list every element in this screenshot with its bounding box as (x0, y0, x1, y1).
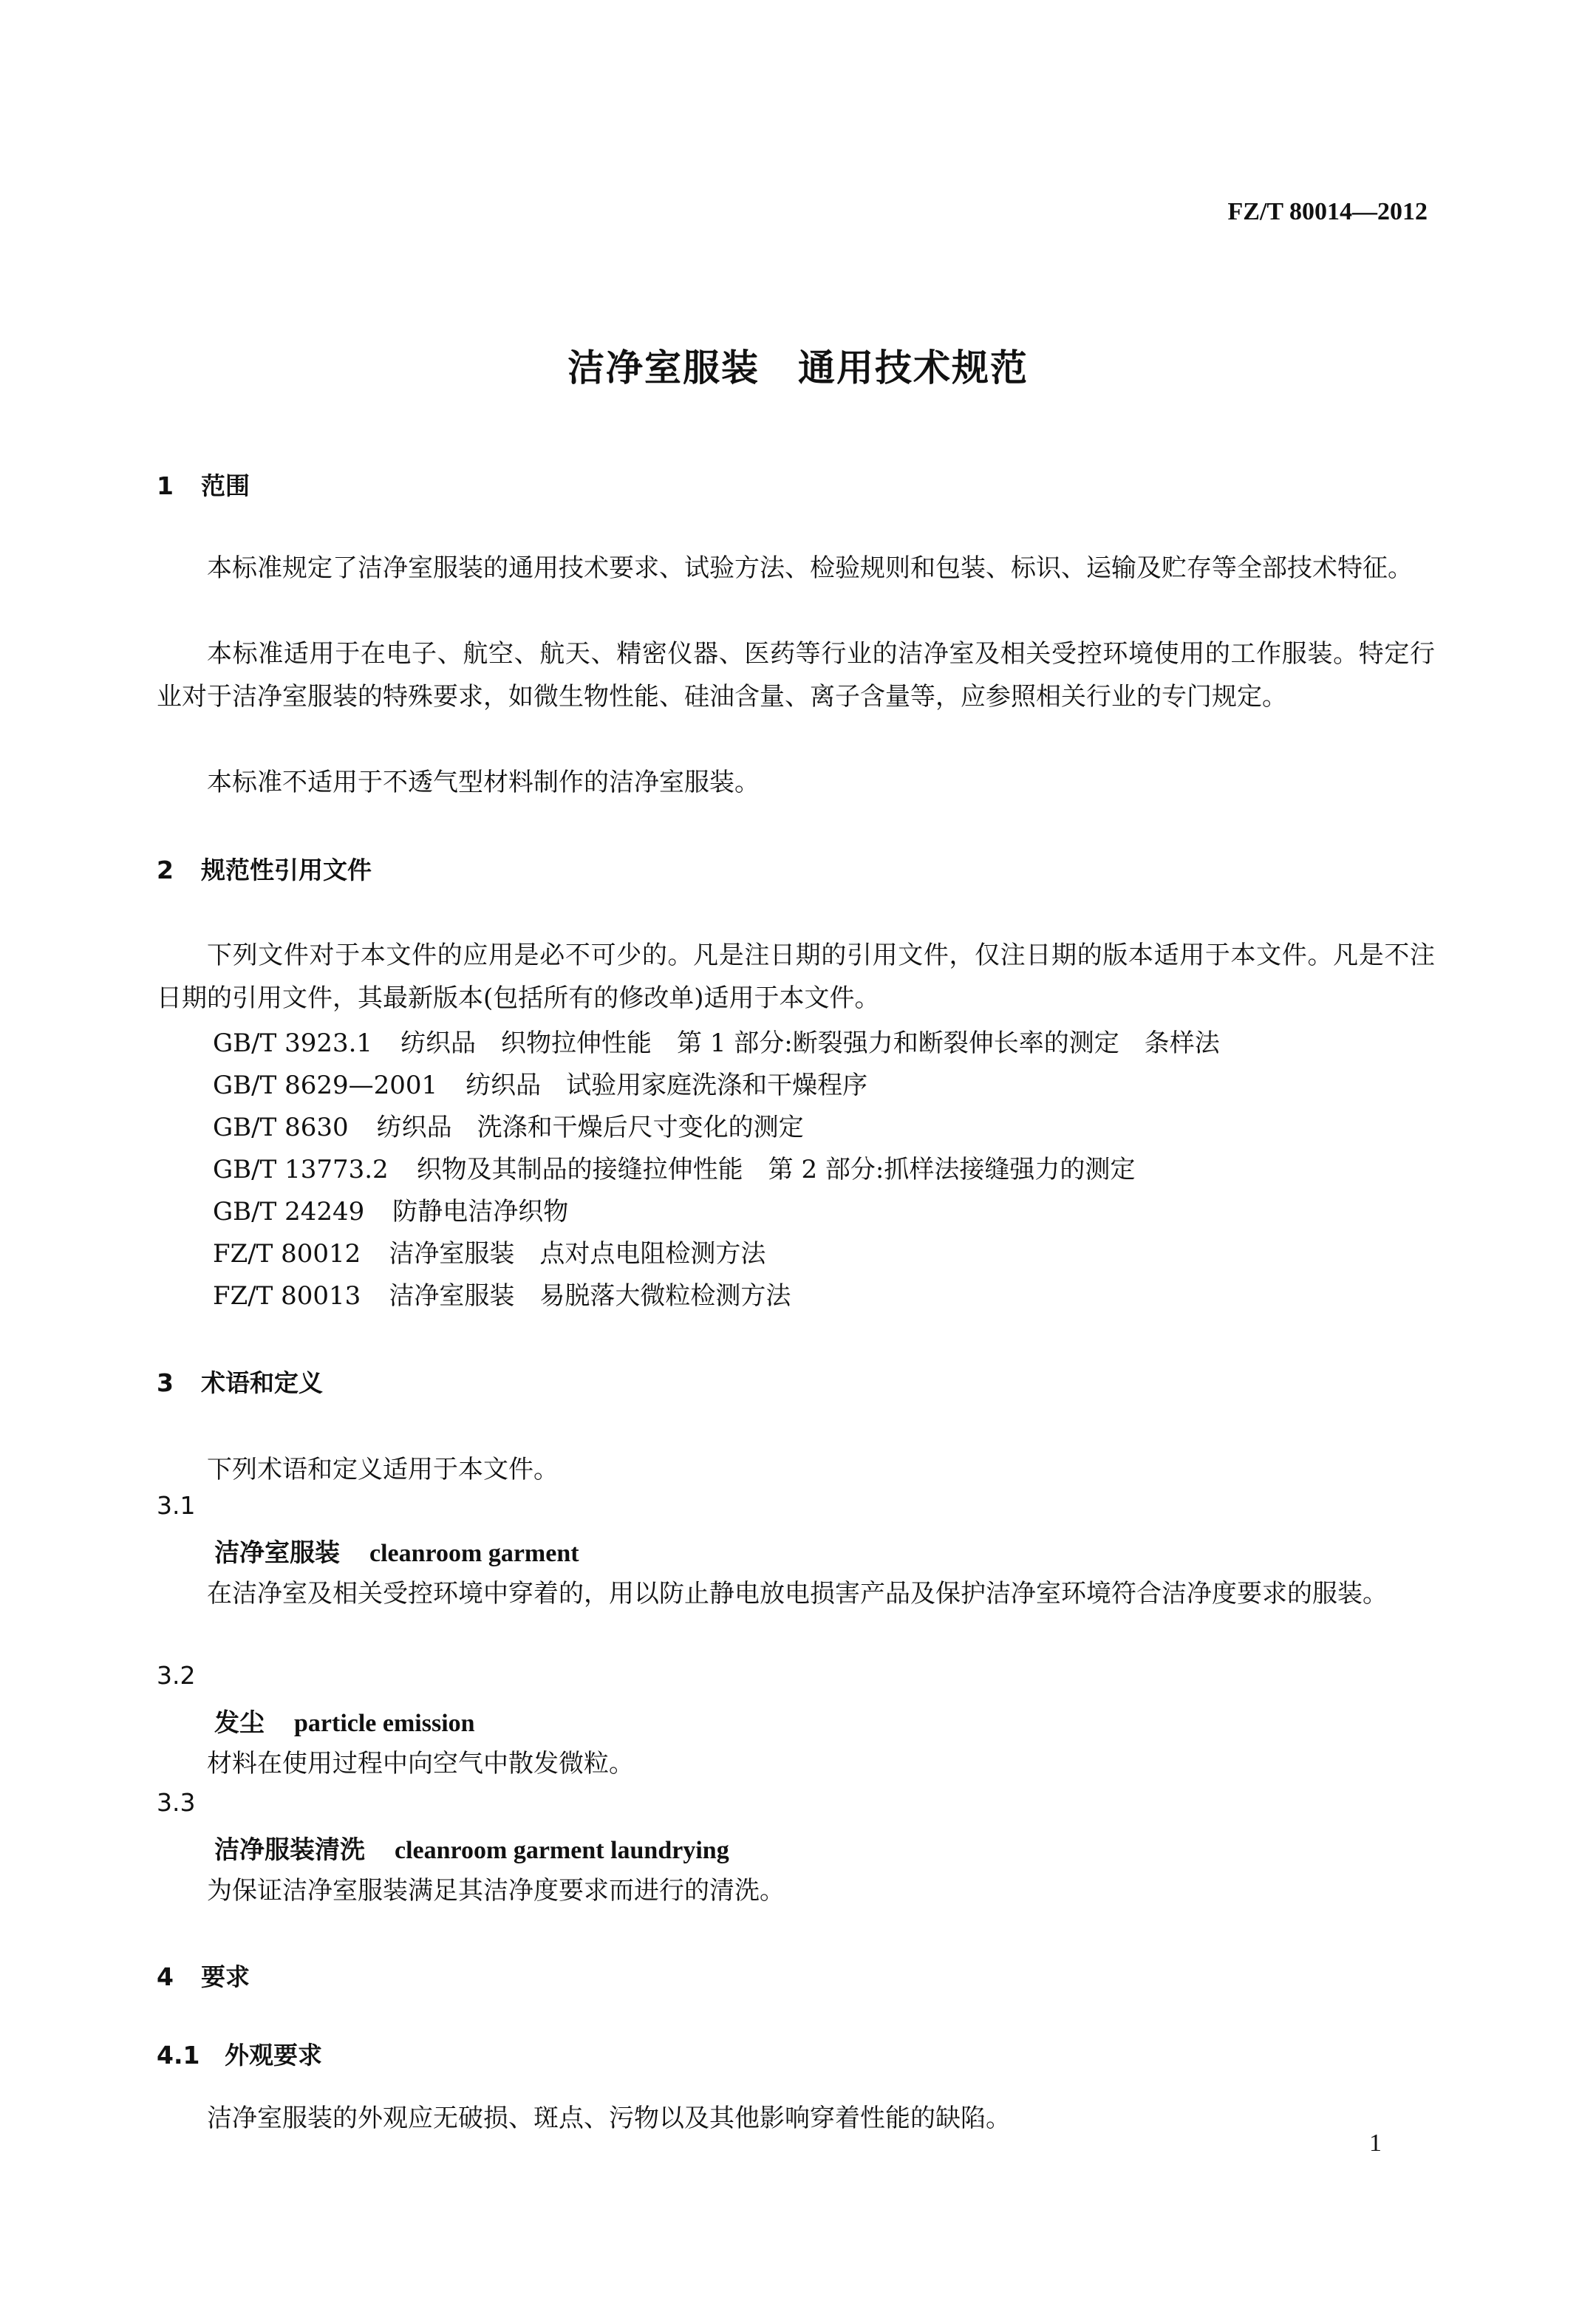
term-zh: 洁净室服装 (214, 1538, 340, 1568)
subsection-title: 外观要求 (225, 2041, 322, 2070)
reference-code: GB/T 24249 (213, 1197, 365, 1227)
page-number: 1 (1369, 2129, 1382, 2157)
reference-item (213, 1107, 804, 1143)
standard-code: FZ/T 80014—2012 (1227, 198, 1428, 225)
term-zh: 洁净服装清洗 (214, 1835, 365, 1865)
scope-paragraph-3: 本标准不适用于不透气型材料制作的洁净室服装。 (207, 768, 760, 797)
reference-item (213, 1191, 568, 1227)
scope-paragraph-2: 本标准适用于在电子、航空、航天、精密仪器、医药等行业的洁净室及相关受控环境使用的工作服装。特定行业对于洁净室服装的特殊要求，如微生物性能、硅油含量、离子含量等，应参照相关行业的专门规定。 (157, 639, 1435, 712)
reference-item (213, 1233, 765, 1269)
section-number: 1 (157, 471, 174, 500)
term-zh: 发尘 (214, 1708, 265, 1738)
reference-code: GB/T 3923.1 (213, 1029, 373, 1058)
terms-intro: 下列术语和定义适用于本文件。 (207, 1455, 559, 1484)
scope-paragraph-1: 本标准规定了洁净室服装的通用技术要求、试验方法、检验规则和包装、标识、运输及贮存等全部技术特征。 (207, 553, 1413, 583)
term-entry (214, 1532, 579, 1569)
section-number: 3 (157, 1368, 174, 1397)
term-definition: 材料在使用过程中向空气中散发微粒。 (207, 1749, 634, 1778)
reference-title: 洁净室服装 点对点电阻检测方法 (389, 1239, 766, 1269)
reference-title: 纺织品 织物拉伸性能 第 1 部分:断裂强力和断裂伸长率的测定 条样法 (400, 1029, 1220, 1058)
reference-title: 纺织品 试验用家庭洗涤和干燥程序 (466, 1071, 868, 1100)
section-heading-requirements (157, 1958, 250, 1993)
reference-code: GB/T 13773.2 (213, 1155, 389, 1184)
reference-title: 纺织品 洗涤和干燥后尺寸变化的测定 (376, 1113, 804, 1142)
reference-code: FZ/T 80012 (213, 1239, 361, 1269)
reference-title: 防静电洁净织物 (392, 1197, 569, 1227)
subsection-heading-appearance (157, 2036, 322, 2071)
section-number: 2 (157, 856, 174, 884)
appearance-paragraph: 洁净室服装的外观应无破损、斑点、污物以及其他影响穿着性能的缺陷。 (207, 2104, 1011, 2133)
reference-title: 织物及其制品的接缝拉伸性能 第 2 部分:抓样法接缝强力的测定 (416, 1155, 1136, 1184)
term-number: 3.1 (157, 1491, 196, 1520)
reference-item (213, 1149, 1135, 1185)
reference-item (213, 1275, 791, 1311)
reference-code: FZ/T 80013 (213, 1281, 361, 1311)
section-title: 要求 (201, 1962, 250, 1991)
term-en: cleanroom garment (369, 1540, 579, 1567)
title-part-2: 通用技术规范 (798, 347, 1029, 389)
term-number: 3.2 (157, 1661, 196, 1690)
title-part-1: 洁净室服装 (567, 347, 760, 389)
reference-code: GB/T 8629—2001 (213, 1071, 438, 1100)
references-intro: 下列文件对于本文件的应用是必不可少的。凡是注日期的引用文件，仅注日期的版本适用于本文件。凡是不注日期的引用文件，其最新版本(包括所有的修改单)适用于本文件。 (157, 941, 1435, 1013)
section-number: 4 (157, 1962, 174, 1991)
term-number: 3.3 (157, 1788, 196, 1817)
section-heading-scope (157, 467, 250, 502)
term-en: particle emission (294, 1710, 475, 1737)
reference-item (213, 1065, 867, 1101)
reference-code: GB/T 8630 (213, 1113, 349, 1142)
term-definition: 为保证洁净室服装满足其洁净度要求而进行的清洗。 (207, 1876, 785, 1906)
section-title: 范围 (201, 471, 250, 500)
document-title (0, 338, 1596, 392)
subsection-number: 4.1 (157, 2041, 200, 2070)
term-entry (214, 1702, 475, 1739)
section-title: 规范性引用文件 (201, 856, 372, 884)
term-entry (214, 1829, 729, 1866)
reference-title: 洁净室服装 易脱落大微粒检测方法 (389, 1281, 791, 1311)
reference-item (213, 1023, 1220, 1059)
term-definition: 在洁净室及相关受控环境中穿着的，用以防止静电放电损害产品及保护洁净室环境符合洁净度要求的服装。 (207, 1579, 1388, 1609)
section-heading-normative-references (157, 851, 372, 886)
term-en: cleanroom garment laundrying (395, 1837, 729, 1864)
section-title: 术语和定义 (201, 1368, 323, 1397)
section-heading-terms (157, 1364, 323, 1399)
